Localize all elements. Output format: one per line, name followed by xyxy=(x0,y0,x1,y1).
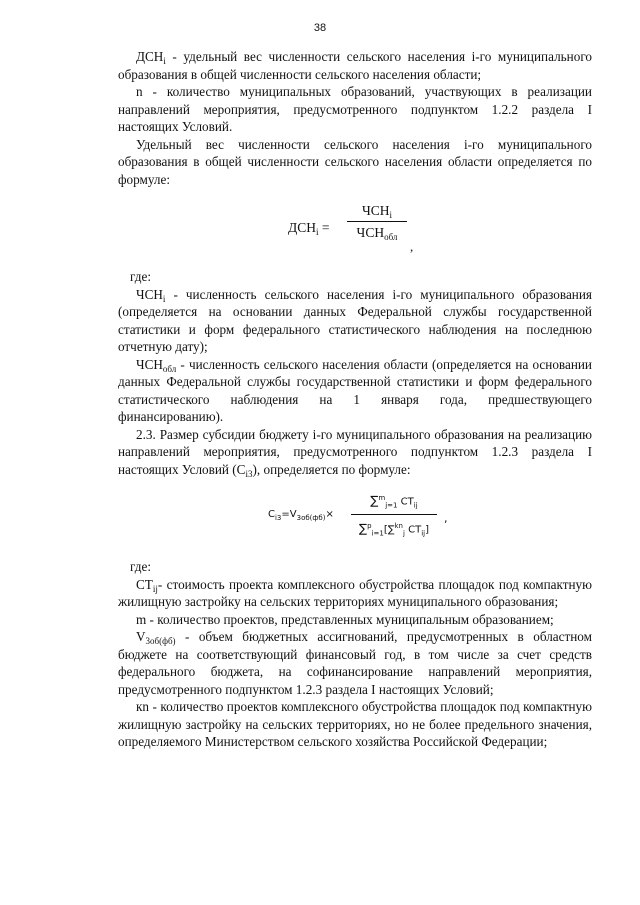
definition-v: $V_{3об(фб)}$ - объем бюджетных ассигнований, предусмотренных в областном бюджете на соответствующий финансовый год, в том числе за счет средств федерального бюджета, на софинансирование направлений мероприятия, предусмотренного подпунктом 1.2.3 раздела I настоящих Условий; xyxy=(118,629,592,697)
definition-ct: $СТ_{ij}-$ стоимость проекта комплексного обустройства площадок под компактную жилищную застройку на сельских территориях муниципального образования; xyxy=(118,576,592,609)
paragraph-share-intro: Удельный вес численности сельского населения i-го муниципального образования в общей численности сельского населения области определяется по формуле: xyxy=(118,136,592,187)
definition-dsn-text: - удельный вес численности сельского населения i-го муниципального образования в общей численности сельского населения области; xyxy=(118,49,592,82)
formula-subsidy-lhs: $С_{i3}=V_{3об(фб)}\times$ xyxy=(268,509,334,522)
formula-subsidy-comma: , xyxy=(444,512,448,525)
term-dsn: ДСН xyxy=(136,49,164,64)
formula-subsidy xyxy=(118,488,592,548)
definition-chsn-obl: $ЧСН_{обл}$ - численность сельского населения области (определяется на основании данных Федеральной службы государственной статистики и форм федерального статистического наблюдения на 1 января года, предшествующего финансированию). xyxy=(118,356,592,424)
formula-dsn-comma: , xyxy=(410,239,414,254)
formula-dsn-denominator: $ЧСН_{обл}$ xyxy=(356,224,398,242)
definition-kn: кn - количество проектов комплексного обустройства площадок под компактную жилищную застройку на сельских территориях, но не более предельного значения, определяемого Министерством сельского хозяйства Российской Федерации; xyxy=(118,699,592,749)
section-2-3: 2.3. Размер субсидии бюджету i-го муниципального образования на реализацию направлений мероприятия, предусмотренного подпунктом 1.2.3 раздела I настоящих Условий $(С_{i3})$, определяется по формуле: xyxy=(118,426,592,479)
where-label-2: где: xyxy=(130,559,151,574)
fraction-bar xyxy=(351,514,437,515)
definition-chsn-i: $ЧСН_i$ - численность сельского населения i-го муниципального образования (определяется на основании данных Федеральной службы государственной статистики и форм федерального статистического наблюдения на последнюю отчетную дату); xyxy=(118,286,592,354)
formula-subsidy-numerator: ∑$^m_{j=1}$ $СТ_{ij}$ xyxy=(370,493,418,510)
definition-dsn xyxy=(118,48,592,83)
formula-dsn-fraction xyxy=(347,202,407,241)
document-body xyxy=(118,48,592,751)
formula-dsn xyxy=(118,198,592,264)
term-dsn-sub: i xyxy=(163,56,166,66)
formula-subsidy-fraction xyxy=(351,490,437,539)
formula-subsidy-denominator: ∑$^p_{i=1}$[∑$^{kn}_j$ $СТ_{ij}$] xyxy=(359,521,429,538)
page-number: 38 xyxy=(313,22,327,34)
definition-m: m - количество проектов, представленных муниципальным образованием; xyxy=(136,611,554,627)
formula-dsn-numerator: $ЧСН_i$ xyxy=(361,203,393,220)
where-label-1: где: xyxy=(130,269,151,284)
formula-dsn-lhs: $ДСН_i$ = xyxy=(288,220,330,237)
definition-n: n - количество муниципальных образований, участвующих в реализации направлений мероприятия, предусмотренного подпунктом 1.2.2 раздела I настоящих Условий. xyxy=(118,84,592,134)
